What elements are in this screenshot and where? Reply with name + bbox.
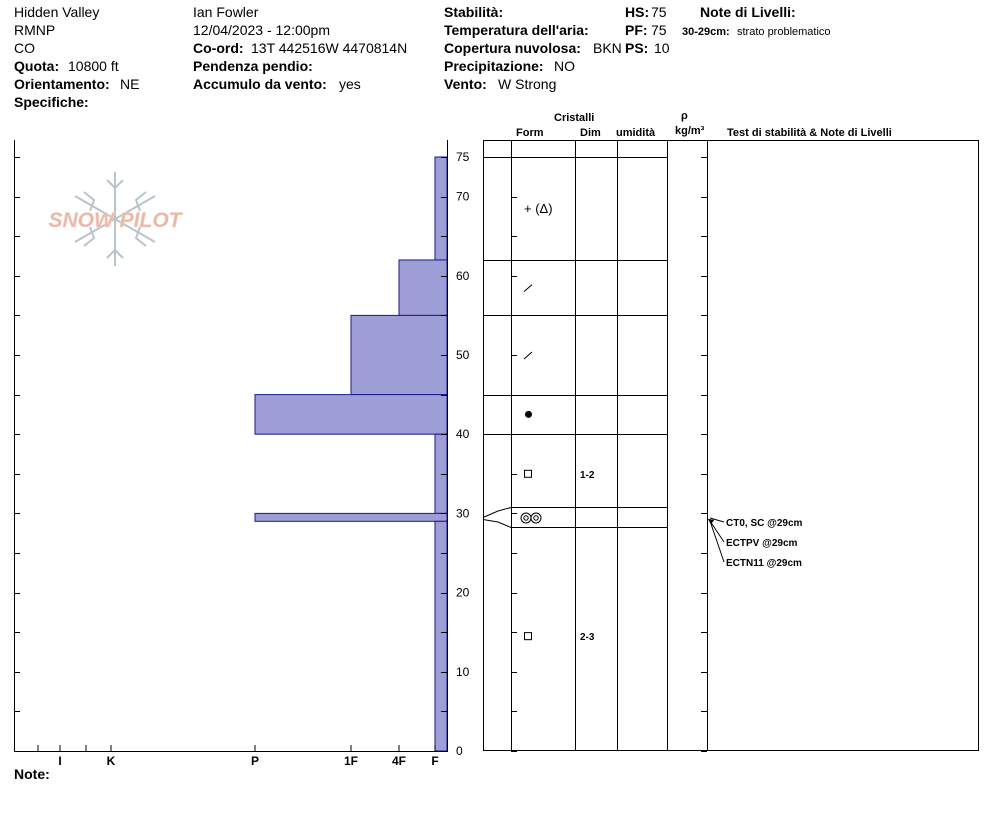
- notes-label: Note:: [14, 766, 50, 782]
- grain-size-label: 1-2: [580, 469, 595, 481]
- hardness-bar-1: [435, 157, 447, 260]
- sky-label: Copertura nuvolosa:: [444, 40, 581, 56]
- logo-text: SNOW PILOT: [48, 209, 182, 232]
- hardness-bar-4: [255, 395, 447, 435]
- ps-value: 10: [654, 40, 670, 56]
- hardness-bars: [255, 157, 447, 751]
- grain-form-faceted-icon: [524, 285, 532, 292]
- tests-notes-header: Test di stabilità & Note di Livelli: [727, 127, 892, 139]
- rho-header: ρ: [681, 110, 688, 122]
- grain-form-faceted-square-icon: [525, 470, 532, 477]
- hardness-tick-label: I: [58, 754, 62, 768]
- stability-label: Stabilità:: [444, 4, 504, 20]
- hardness-tick-label: F: [431, 754, 439, 768]
- depth-tick-label: 60: [456, 268, 470, 283]
- layer-table-frame: [484, 140, 979, 751]
- grain-form-faceted-icon: [524, 352, 532, 359]
- grain-forms: [521, 201, 595, 643]
- hardness-tick-label: P: [250, 754, 260, 768]
- wind-loading-value: yes: [339, 76, 361, 92]
- observer-name: Ian Fowler: [193, 4, 259, 20]
- hardness-axis: [38, 745, 439, 768]
- stability-test-label: ECTPV @29cm: [726, 538, 798, 549]
- table-depth-ticks: [511, 158, 707, 752]
- sky-value: BKN: [593, 40, 622, 56]
- hs-value: 75: [651, 4, 667, 20]
- precip-value: NO: [554, 58, 575, 74]
- wind-value: W Strong: [498, 76, 557, 92]
- depth-tick-label: 70: [456, 189, 470, 204]
- grain-form-faceted-square-icon: [525, 633, 532, 640]
- grain-form-surface-hoar-icon: [521, 513, 531, 523]
- stability-tests: [708, 518, 803, 569]
- crystals-header: Cristalli: [554, 112, 595, 124]
- ps-label: PS:: [625, 40, 649, 56]
- observation-datetime: 12/04/2023 - 12:00pm: [193, 22, 330, 38]
- wind-loading-label: Accumulo da vento:: [193, 76, 327, 92]
- grain-form-surface-hoar-icon: [524, 516, 528, 520]
- elevation-value: 10800 ft: [68, 58, 119, 74]
- form-header: Form: [516, 127, 544, 139]
- hardness-bar-5: [435, 434, 447, 513]
- depth-tick-label: 0: [456, 744, 463, 758]
- state-name: CO: [14, 40, 35, 56]
- elevation-label: Quota:: [14, 58, 60, 74]
- pf-label: PF:: [625, 22, 648, 38]
- grain-size-label: 2-3: [580, 632, 595, 644]
- density-unit-header: kg/m³: [675, 125, 705, 137]
- depth-tick-label: 20: [456, 585, 470, 600]
- stability-test-label: ECTN11 @29cm: [726, 558, 802, 569]
- layer-note-range: 30-29cm:: [682, 26, 730, 38]
- test-leader-line: [710, 521, 724, 562]
- depth-tick-label: 10: [456, 664, 470, 679]
- test-leader-line: [710, 521, 724, 542]
- aspect-value: NE: [120, 76, 140, 92]
- depth-tick-label: 50: [456, 348, 470, 362]
- depth-tick-label: 75: [456, 150, 470, 164]
- aspect-label: Orientamento:: [14, 76, 110, 92]
- slope-label: Pendenza pendio:: [193, 58, 313, 74]
- depth-tick-label: 30: [456, 506, 470, 521]
- test-arrow-icon: [708, 519, 714, 524]
- depth-axis: [14, 150, 470, 758]
- snow-pilot-logo: [49, 172, 184, 266]
- specifics-label: Specifiche:: [14, 94, 89, 110]
- coord-label: Co-ord:: [193, 40, 244, 56]
- hardness-bar-2: [399, 260, 447, 315]
- hardness-bar-7: [435, 521, 447, 751]
- layer-notes-title: Note di Livelli:: [700, 4, 796, 20]
- area-name: RMNP: [14, 22, 56, 38]
- grain-form-surface-hoar-icon: [534, 516, 538, 520]
- hardness-bar-3: [351, 315, 447, 394]
- grain-form-rounded-icon: [525, 411, 532, 418]
- precip-label: Precipitazione:: [444, 58, 544, 74]
- moisture-header: umidità: [616, 127, 656, 139]
- grain-form-precip-icon: + (Δ): [524, 201, 553, 216]
- location-name: Hidden Valley: [14, 4, 100, 20]
- wind-label: Vento:: [444, 76, 487, 92]
- hardness-tick-label: 4F: [391, 754, 407, 768]
- coord-value: 13T 442516W 4470814N: [251, 40, 408, 56]
- hs-label: HS:: [625, 4, 650, 20]
- grain-form-surface-hoar-icon: [531, 513, 541, 523]
- hardness-tick-label: K: [106, 754, 116, 768]
- air-temp-label: Temperatura dell'aria:: [444, 22, 589, 38]
- size-header: Dim: [580, 127, 601, 139]
- layer-note-text: strato problematico: [737, 26, 831, 38]
- depth-tick-label: 40: [456, 427, 470, 442]
- hardness-bar-6: [255, 513, 447, 521]
- pf-value: 75: [651, 22, 667, 38]
- stability-test-label: CT0, SC @29cm: [726, 518, 803, 529]
- hardness-tick-label: 1F: [343, 754, 359, 768]
